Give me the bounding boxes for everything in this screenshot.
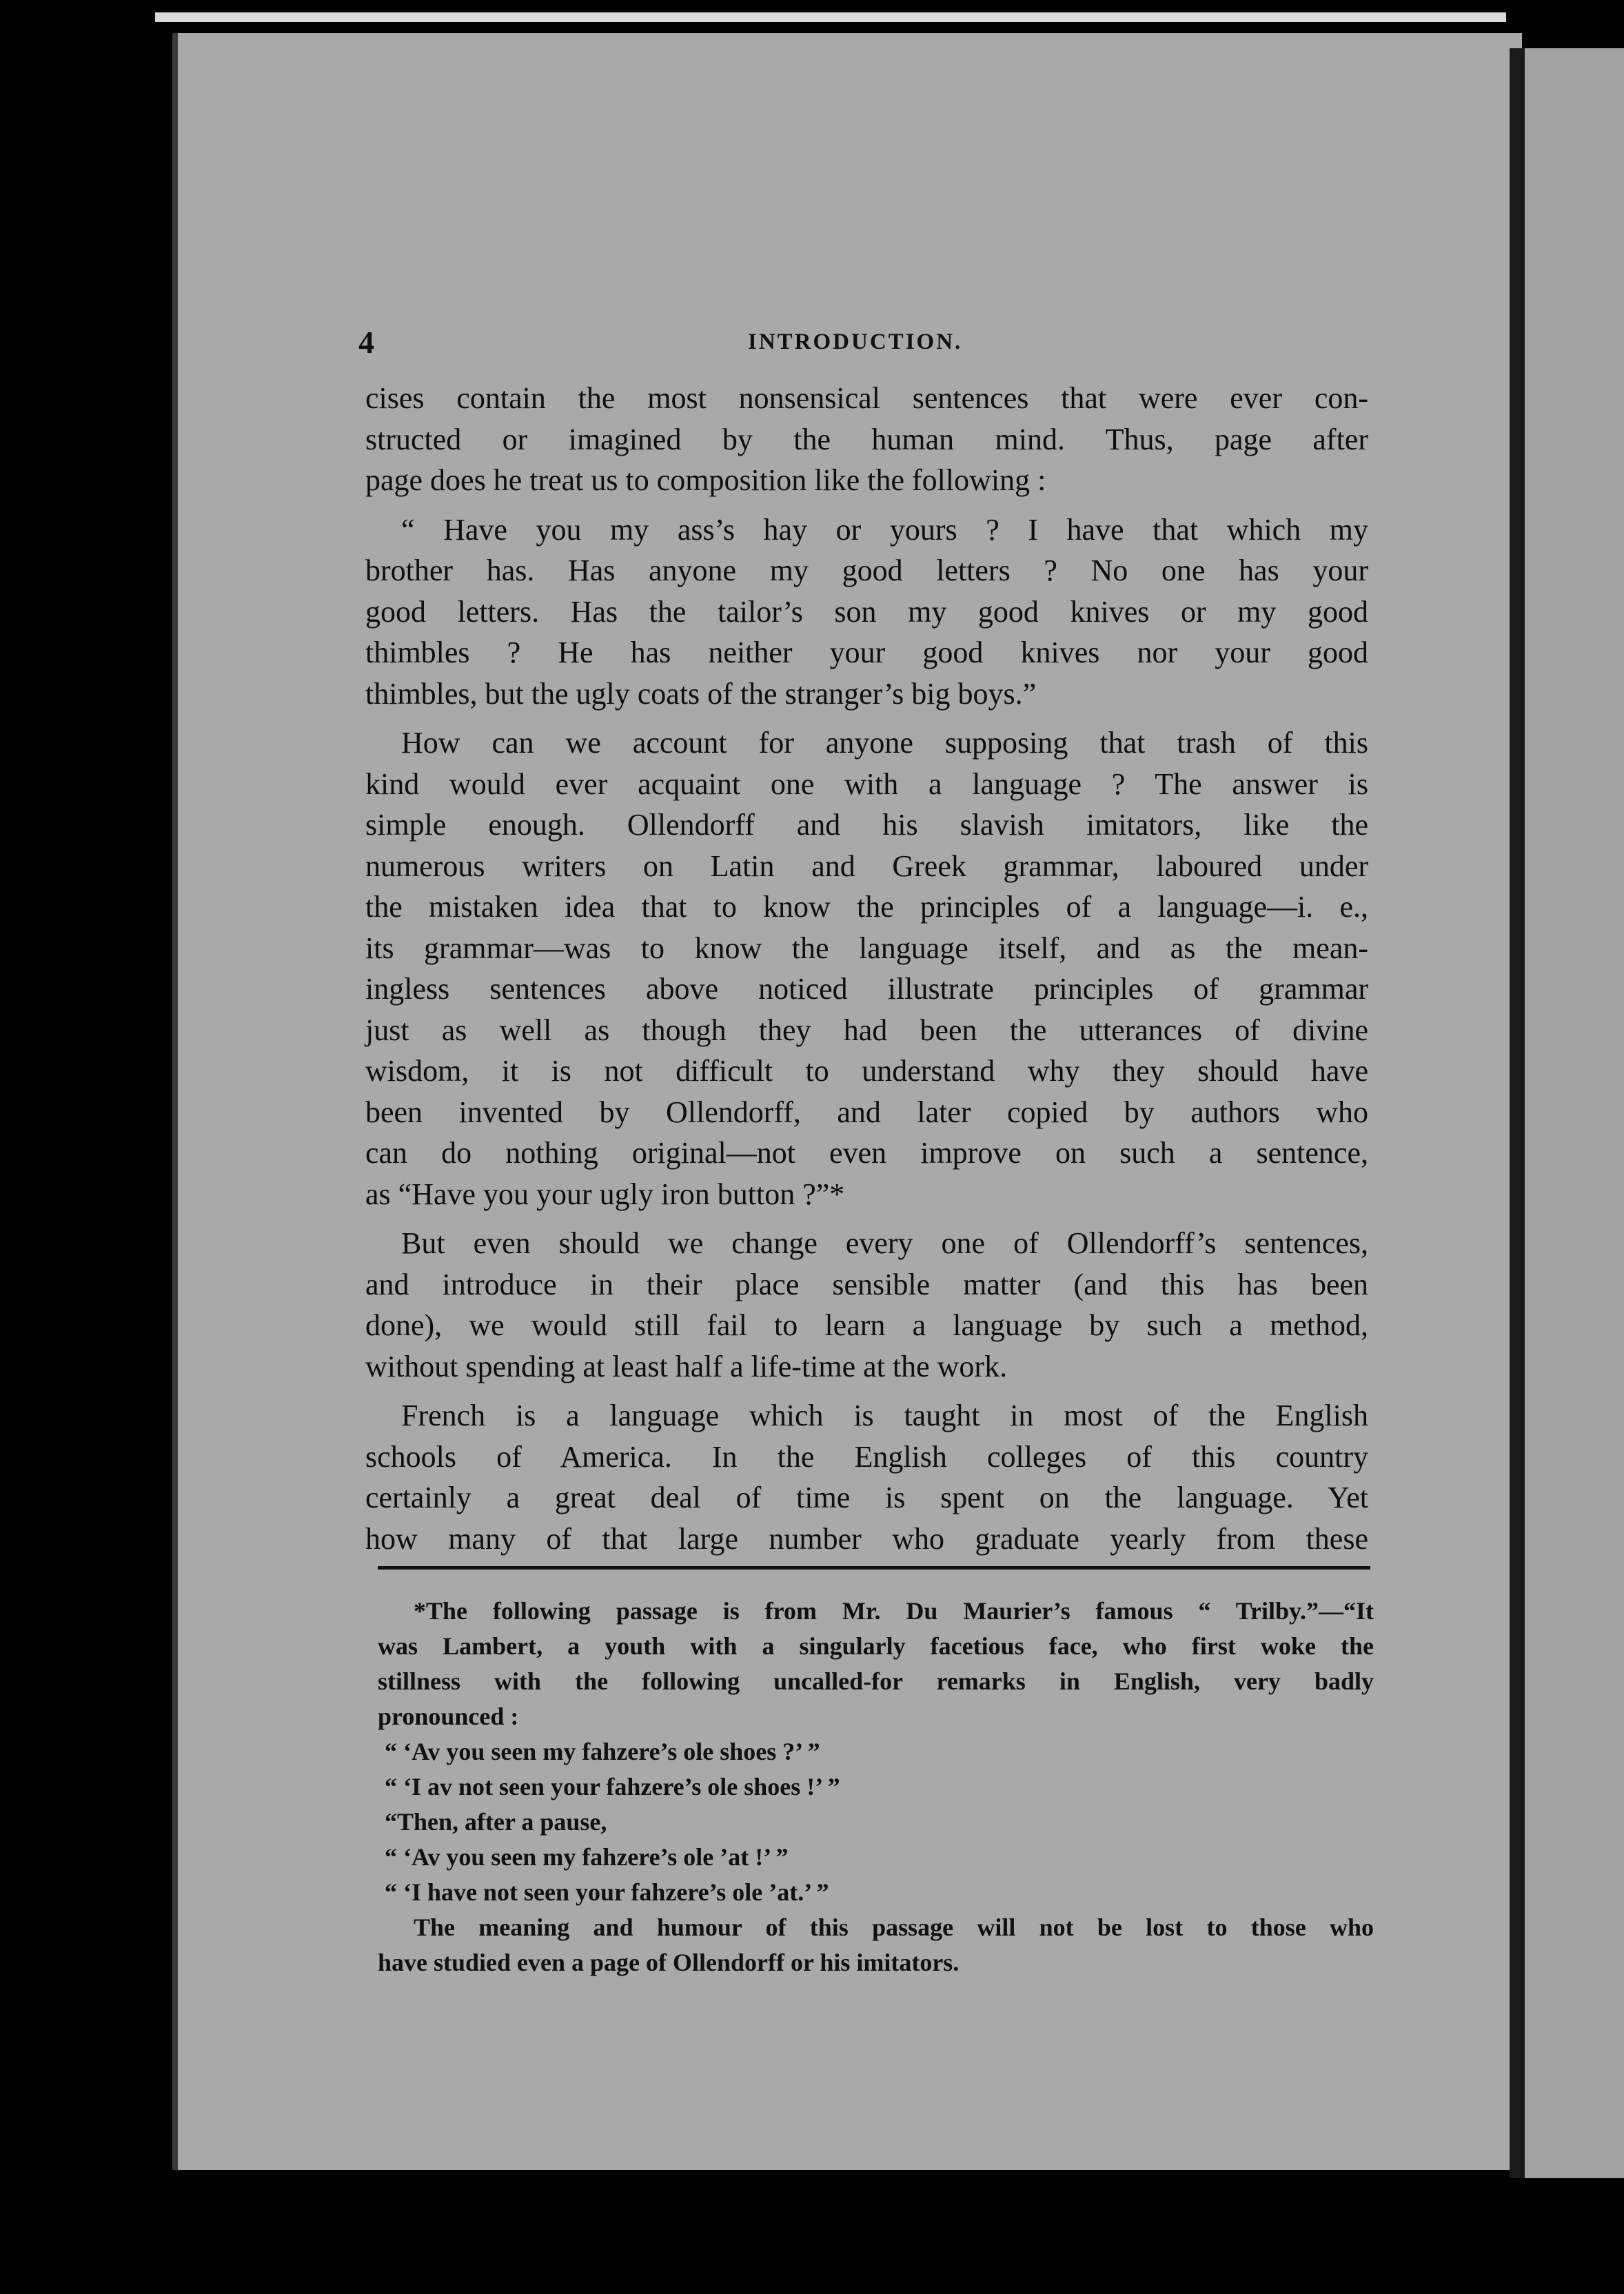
text-line: certainly a great deal of time is spent on the language. Yet: [365, 1481, 1368, 1514]
text-line: just as well as though they had been the utterances of divine: [365, 1013, 1368, 1047]
text-line: as “Have you your ugly iron button ?”*: [365, 1177, 845, 1211]
footnote-line: was Lambert, a youth with a singularly facetious face, who first woke the: [378, 1632, 1374, 1660]
footnote-quote: “ ‘Av you seen my fahzere’s ole ’at !’ ”: [385, 1843, 789, 1871]
text-line: simple enough. Ollendorff and his slavish imitators, like the: [365, 808, 1368, 842]
footnote-divider: [378, 1566, 1370, 1570]
quotation-paragraph: [365, 509, 1368, 715]
paragraph: [365, 1395, 1368, 1559]
footnote-quote: “Then, after a pause,: [385, 1808, 607, 1836]
text-line: kind would ever acquaint one with a language ? The answer is: [365, 767, 1368, 801]
chapter-title: INTRODUCTION.: [748, 329, 963, 354]
footnote-line: have studied even a page of Ollendorff or his imitators.: [378, 1949, 960, 1976]
text-line: French is a language which is taught in most of the English: [401, 1399, 1368, 1432]
paragraph: [365, 378, 1368, 501]
text-line: cises contain the most nonsensical sentences that were ever con-: [365, 381, 1368, 415]
text-line: “ Have you my ass’s hay or yours ? I have that which my: [401, 512, 1368, 547]
text-line: How can we account for anyone supposing that trash of this: [401, 726, 1368, 760]
footnote-quote: “ ‘Av you seen my fahzere’s ole shoes ?’ ”: [385, 1738, 820, 1765]
text-line: and introduce in their place sensible matter (and this has been: [365, 1267, 1368, 1301]
text-line: brother has. Has anyone my good letters ? No one has your: [365, 554, 1368, 587]
body-text: [365, 378, 1368, 1559]
text-line: page does he treat us to composition like the following :: [365, 463, 1046, 497]
footnote-line: The meaning and humour of this passage will not be lost to those who: [414, 1914, 1374, 1941]
text-line: good letters. Has the tailor’s son my good knives or my good: [365, 594, 1368, 629]
footnote-line: stillness with the following uncalled-for remarks in English, very badly: [378, 1667, 1374, 1695]
text-line: done), we would still fail to learn a language by such a method,: [365, 1308, 1368, 1342]
footnote: [378, 1594, 1374, 1980]
text-line: how many of that large number who graduate yearly from these: [365, 1521, 1368, 1556]
text-line: thimbles ? He has neither your good knives nor your good: [365, 636, 1368, 669]
text-line: without spending at least half a life-time at the work.: [365, 1349, 1008, 1383]
footnote-quote: “ ‘I have not seen your fahzere’s ole ’at.’ ”: [385, 1878, 829, 1906]
scan-border: [0, 2178, 1624, 2294]
text-line: wisdom, it is not difficult to understand why they should have: [365, 1054, 1368, 1088]
facing-page-edge: [1525, 48, 1624, 2178]
page-number: 4: [358, 325, 374, 360]
text-line: schools of America. In the English colleges of this country: [365, 1439, 1368, 1474]
text-line: can do nothing original—not even improve on such a sentence,: [365, 1136, 1368, 1170]
text-line: But even should we change every one of Ollendorff’s sentences,: [401, 1226, 1368, 1260]
running-head: [358, 324, 1379, 365]
text-line: been invented by Ollendorff, and later copied by authors who: [365, 1095, 1368, 1129]
footnote-quote: “ ‘I av not seen your fahzere’s ole shoes !’ ”: [385, 1773, 840, 1800]
text-line: structed or imagined by the human mind. Thus, page after: [365, 422, 1368, 456]
text-line: numerous writers on Latin and Greek grammar, laboured under: [365, 849, 1368, 883]
paragraph: [365, 1223, 1368, 1387]
footnote-line: *The following passage is from Mr. Du Maurier’s famous “ Trilby.”—“It: [414, 1597, 1374, 1625]
text-line: ingless sentences above noticed illustrate principles of grammar: [365, 972, 1368, 1006]
page-top-edge: [155, 12, 1506, 22]
text-line: thimbles, but the ugly coats of the stranger’s big boys.”: [365, 676, 1037, 711]
paragraph: [365, 722, 1368, 1215]
text-line: the mistaken idea that to know the principles of a language—i. e.,: [365, 890, 1368, 924]
text-line: its grammar—was to know the language itself, and as the mean-: [365, 931, 1368, 965]
footnote-line: pronounced :: [378, 1703, 519, 1730]
